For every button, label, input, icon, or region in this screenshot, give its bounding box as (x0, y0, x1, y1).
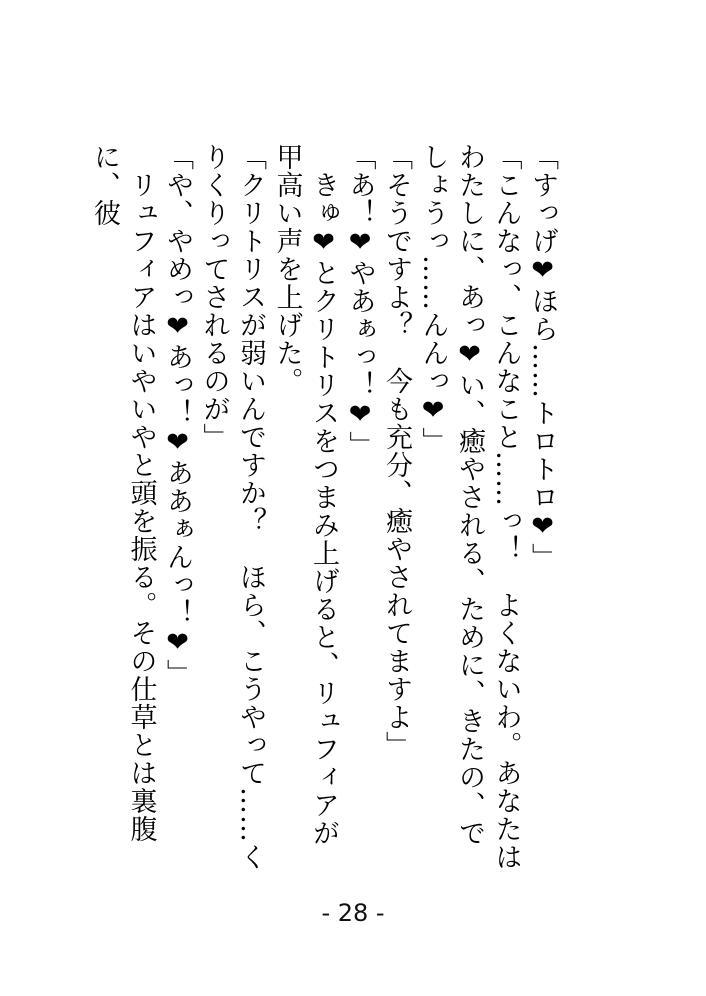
paragraph: 「クリトリスが弱いんですか？ ほら、こうやって……くりくりってされるのが」 (198, 143, 266, 871)
paragraph: 「あ！❤やあぁっ！❤」 (344, 143, 376, 459)
paragraph: 「こんなっ、こんなこと……っ！ よくないわ。あなたはわたしに、あっ❤い、癒やされる、ために、きたの、でしょうっ……んんっ❤」 (417, 143, 522, 871)
page-number: - 28 - (321, 899, 385, 927)
paragraph: きゅ❤とクリトリスをつまみ上げると、リュフィアが甲高い声を上げた。 (271, 143, 339, 847)
vertical-text-body (89, 143, 560, 873)
paragraph: 「や、やめっ❤あっ！❤ああぁんっ！❤」 (162, 143, 193, 687)
paragraph: 「すっげ❤ほら……トロトロ❤」 (527, 143, 558, 571)
paragraph: 「そうですよ？ 今も充分、癒やされてますよ」 (381, 143, 412, 759)
paragraph: リュフィアはいやいやと頭を振る。その仕草とは裏腹に、彼 (89, 143, 157, 843)
